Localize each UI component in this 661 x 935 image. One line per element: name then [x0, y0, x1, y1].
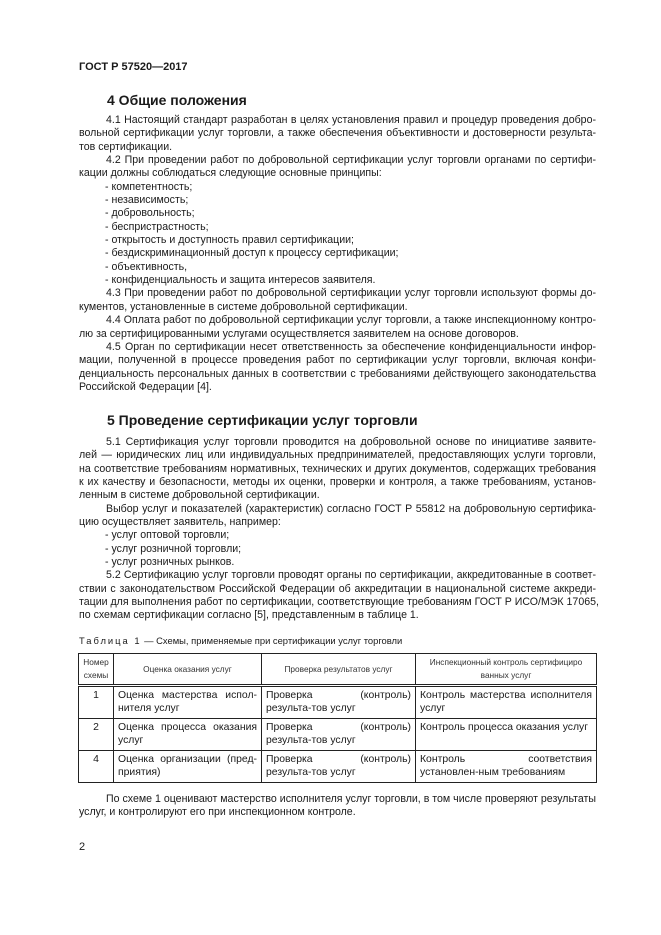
paragraph [79, 114, 596, 154]
table-row [79, 719, 597, 751]
table-row [79, 751, 597, 783]
page-number: 2 [79, 841, 86, 853]
cell-service-evaluation: Оценка организации (пред-приятия) [114, 751, 262, 783]
list-item: - объективность, [105, 260, 188, 273]
paragraph-line: 5.1 Сертификация услуг торговли проводится на добровольной основе по инициативе заявите- [106, 436, 596, 448]
paragraph [79, 436, 596, 503]
paragraph-line: цию осуществляет заявитель, например: [79, 516, 281, 529]
paragraph-line: услуг, и контролируют его при инспекционном контроле. [79, 806, 356, 819]
list-item: - бездискриминационный доступ к процессу сертификации; [105, 247, 399, 260]
section-5-body [79, 436, 599, 623]
paragraph-line: тов сертификации. [79, 140, 173, 153]
paragraph-line: по схемам сертификации согласно [5], представленным в таблице 1. [79, 609, 419, 622]
table-row [79, 686, 597, 719]
paragraph-line: 4.2 При проведении работ по добровольной сертификации услуг торговли органами по сертифи- [106, 154, 596, 167]
paragraph-line: 4.3 При проведении работ по добровольной сертификации услуг торговли используют формы до- [106, 287, 596, 300]
list-item: - компетентность; [105, 180, 193, 193]
paragraph-line: 4.5 Орган по сертификации несет ответственность за обеспечение конфиденциальности инфор- [106, 340, 596, 353]
document-header: ГОСТ Р 57520—2017 [79, 61, 188, 73]
header-inspection-control: Инспекционный контроль сертифициро ванных услуг [416, 654, 597, 686]
paragraph [79, 154, 596, 181]
list-item: - независимость; [105, 194, 189, 207]
list-item: - конфиденциальность и защита интересов заявителя. [105, 274, 376, 287]
cell-inspection-control: Контроль мастерства исполнителя услуг [416, 686, 597, 719]
paragraph-line: вольной сертификации услуг торговли, а также обеспечения объективности и достоверности результа- [79, 127, 596, 140]
cell-scheme-number: 1 [79, 686, 114, 719]
list-item: - беспристрастность; [105, 220, 209, 233]
header-service-evaluation: Оценка оказания услуг [114, 654, 262, 686]
paragraph-line: ленным в системе добровольной сертификации. [79, 489, 320, 502]
header-scheme-number: Номер схемы [79, 654, 114, 686]
paragraph-line: лю за сертифицированными услугами осуществляется заявителем на основе договоров. [79, 327, 519, 340]
paragraph [79, 569, 599, 622]
paragraph-line: кументов, установленные в системе добровольной сертификации. [79, 300, 408, 313]
paragraph [79, 287, 596, 314]
cell-inspection-control: Контроль соответствия установлен-ным требованиям [416, 751, 597, 783]
section-4-title: 4 Общие положения [107, 92, 247, 108]
cell-results-check: Проверка (контроль) результа-тов услуг [262, 719, 416, 751]
paragraph-line: тации для выполнения работ по сертификации, соответствующие требованиям ГОСТ Р ИСО/МЭК 17065, [79, 596, 599, 609]
paragraph-line: 4.4 Оплата работ по добровольной сертификации услуг торговли, а также инспекционному контро- [106, 314, 596, 327]
cell-scheme-number: 4 [79, 751, 114, 783]
paragraph-line: По схеме 1 оценивают мастерство исполнителя услуг торговли, в том числе проверяют результаты [106, 793, 596, 805]
paragraph [79, 503, 596, 530]
paragraph-line: мации, полученной в процессе проведения работ по сертификации услуг торговли, включая конфи- [79, 354, 596, 367]
paragraph-line: 5.2 Сертификацию услуг торговли проводят органы по сертификации, аккредитованные в соответ- [106, 569, 596, 582]
cell-results-check: Проверка (контроль) результа-тов услуг [262, 686, 416, 719]
section-4-body [79, 114, 596, 394]
paragraph-line: Российской Федерации [4]. [79, 380, 212, 393]
paragraph [79, 793, 596, 820]
paragraph [79, 341, 596, 394]
paragraph-line: 4.1 Настоящий стандарт разработан в целях установления правил и процедур проведения добро- [106, 114, 596, 126]
paragraph-line: к их качеству и безопасности, методы их оценки, проверки и контроля, а также требованиям, установ- [79, 476, 596, 489]
cell-scheme-number: 2 [79, 719, 114, 751]
paragraph-line: ствии с законодательством Российской Федерации об аккредитации в национальной системе аккреди- [79, 582, 596, 595]
paragraph-line: денциальность персональных данных в соответствии с требованиями действующего законодательства [79, 367, 596, 380]
cell-service-evaluation: Оценка процесса оказания услуг [114, 719, 262, 751]
paragraph [79, 314, 596, 341]
paragraph-line: Выбор услуг и показателей (характеристик) согласно ГОСТ Р 55812 на добровольную сертифика- [106, 502, 596, 515]
paragraph-line: лей — юридических лиц или индивидуальных предпринимателей, предоставляющих услуги торговли, [79, 449, 596, 462]
paragraph-line: кации должны соблюдаться следующие основные принципы: [79, 167, 382, 180]
cell-inspection-control: Контроль процесса оказания услуг [416, 719, 597, 751]
table-caption [79, 635, 402, 646]
paragraph-line: на соответствие требованиям нормативных, технических и других документов, содержащих требования [79, 462, 596, 475]
cell-service-evaluation: Оценка мастерства испол-нителя услуг [114, 686, 262, 719]
certification-schemes-table [78, 653, 597, 783]
list-item: - услуг оптовой торговли; [105, 529, 230, 542]
table-caption-text: — Схемы, применяемые при сертификации услуг торговли [141, 635, 403, 646]
after-table-text [79, 793, 596, 820]
list-item: - услуг розничной торговли; [105, 542, 242, 555]
list-item: - услуг розничных рынков. [105, 556, 235, 569]
list-item: - добровольность; [105, 207, 195, 220]
list-item: - открытость и доступность правил сертификации; [105, 234, 354, 247]
section-5-title: 5 Проведение сертификации услуг торговли [107, 412, 418, 428]
header-results-check: Проверка результатов услуг [262, 654, 416, 686]
table-caption-label: Таблица 1 [79, 635, 142, 646]
cell-results-check: Проверка (контроль) результа-тов услуг [262, 751, 416, 783]
